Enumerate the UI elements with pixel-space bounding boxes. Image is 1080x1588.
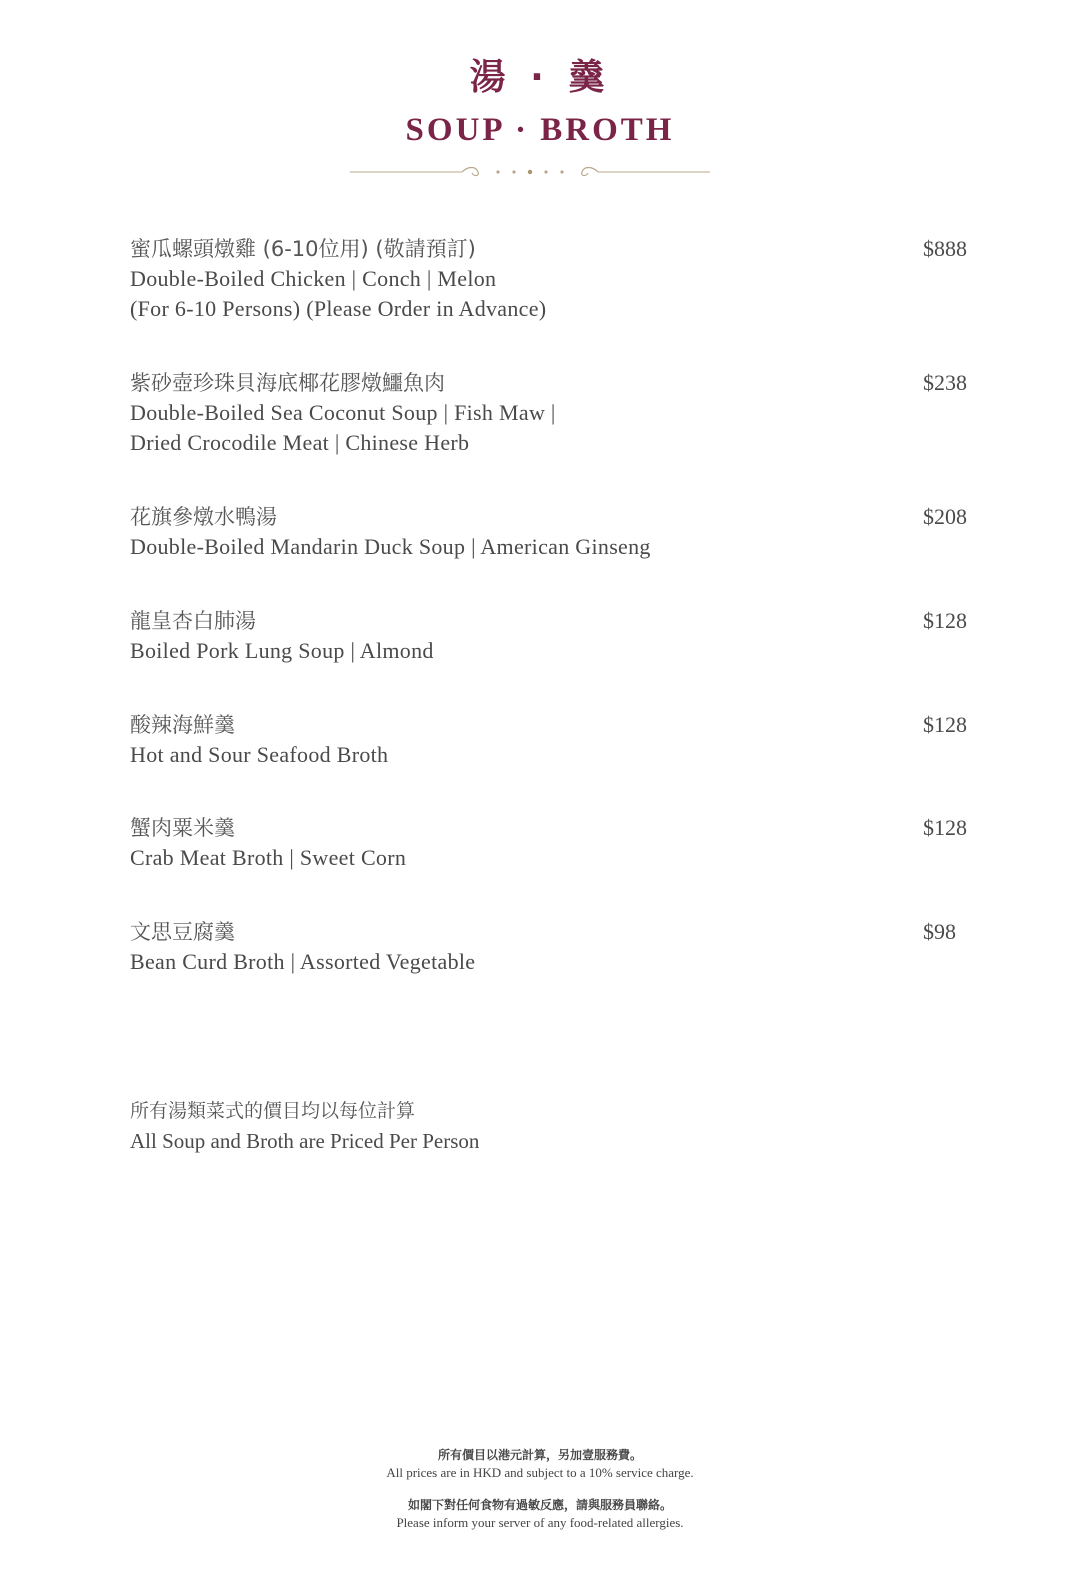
service-charge-notice <box>0 1447 1080 1481</box>
dish-name-english: (For 6-10 Persons) (Please Order in Advance) <box>130 296 547 321</box>
dish-name-chinese: 文思豆腐羹 <box>130 920 235 944</box>
menu-item <box>130 710 990 770</box>
dish-price: $208 <box>923 504 967 529</box>
service-charge-chinese: 所有價目以港元計算，另加壹服務費。 <box>437 1448 642 1462</box>
dish-name-chinese: 紫砂壺珍珠貝海底椰花膠燉鱷魚肉 <box>130 371 445 395</box>
pricing-note-chinese: 所有湯類菜式的價目均以每位計算 <box>130 1100 416 1122</box>
menu-item <box>130 606 990 666</box>
menu-item <box>130 917 990 977</box>
dish-name-english: Double-Boiled Chicken | Conch | Melon <box>130 266 497 291</box>
allergy-english: Please inform your server of any food-related allergies. <box>396 1515 684 1530</box>
dish-name-chinese: 蜜瓜螺頭燉雞 (6-10位用) (敬請預訂) <box>130 237 476 261</box>
allergy-chinese: 如閣下對任何食物有過敏反應，請與服務員聯絡。 <box>407 1498 672 1512</box>
dish-price: $128 <box>923 712 967 737</box>
dish-name-english: Boiled Pork Lung Soup | Almond <box>130 638 434 663</box>
pricing-note <box>130 1096 930 1156</box>
dish-price: $238 <box>923 370 967 395</box>
menu-item <box>130 234 990 324</box>
section-title-chinese: 湯 · 羹 <box>469 57 611 98</box>
dish-name-english: Crab Meat Broth | Sweet Corn <box>130 845 407 870</box>
dish-name-english: Hot and Sour Seafood Broth <box>130 742 389 767</box>
dish-price: $98 <box>923 919 956 944</box>
dish-name-english: Double-Boiled Mandarin Duck Soup | American Ginseng <box>130 534 651 559</box>
dish-name-english: Dried Crocodile Meat | Chinese Herb <box>130 430 470 455</box>
menu-item <box>130 502 990 562</box>
allergy-notice <box>0 1497 1080 1531</box>
dish-name-english: Double-Boiled Sea Coconut Soup | Fish Maw | <box>130 400 556 425</box>
ornament-divider-icon <box>350 160 710 184</box>
dish-name-english: Bean Curd Broth | Assorted Vegetable <box>130 949 476 974</box>
dish-name-chinese: 花旗參燉水鴨湯 <box>130 505 277 529</box>
service-charge-english: All prices are in HKD and subject to a 10% service charge. <box>386 1465 694 1480</box>
pricing-note-english: All Soup and Broth are Priced Per Person <box>130 1129 480 1153</box>
dish-name-chinese: 蟹肉粟米羹 <box>130 816 235 840</box>
dish-name-chinese: 龍皇杏白肺湯 <box>130 609 256 633</box>
dish-name-chinese: 酸辣海鮮羹 <box>130 713 235 737</box>
dish-price: $128 <box>923 815 967 840</box>
dish-price: $128 <box>923 608 967 633</box>
menu-item <box>130 813 990 873</box>
dish-price: $888 <box>923 236 967 261</box>
menu-header <box>0 52 1080 152</box>
section-title-english: SOUP · BROTH <box>405 112 675 148</box>
menu-item <box>130 368 990 458</box>
